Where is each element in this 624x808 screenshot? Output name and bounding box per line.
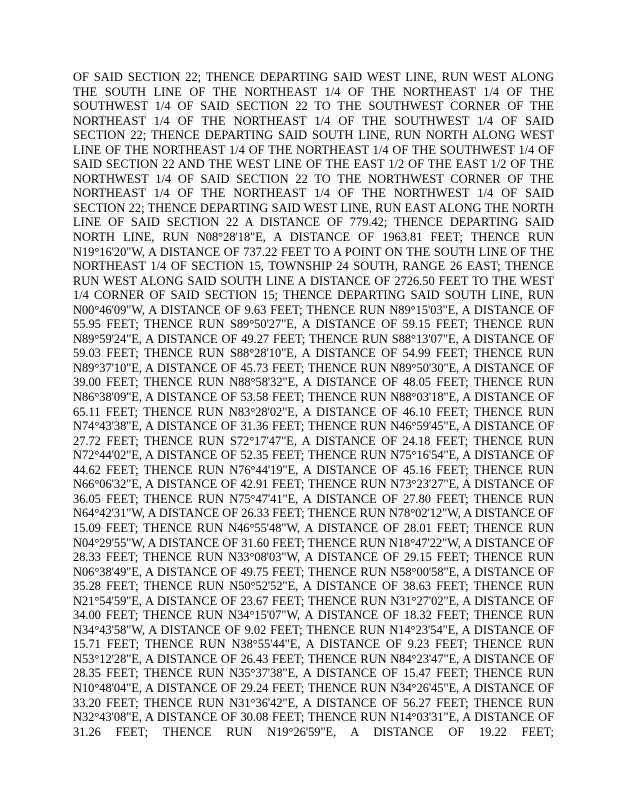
document-page (73, 70, 554, 739)
legal-description-text: OF SAID SECTION 22; THENCE DEPARTING SAID WEST LINE, RUN WEST ALONG THE SOUTH LINE OF THE NORTHEAST 1/4 OF THE NORTHEAST 1/4 OF THE SOUTHWEST 1/4 OF SAID SECTION 22 TO THE SOUTHWEST CORNER OF THE NORTHEAST 1/4 OF THE NORTHEAST 1/4 OF THE SOUTHWEST 1/4 OF SAID SECTION 22; THENCE DEPARTING SAID SOUTH LINE, RUN NORTH ALONG WEST LINE OF THE NORTHEAST 1/4 OF THE NORTHEAST 1/4 OF THE SOUTHWEST 1/4 OF SAID SECTION 22 AND THE WEST LINE OF THE EAST 1/2 OF THE EAST 1/2 OF THE NORTHWEST 1/4 OF SAID SECTION 22 TO THE NORTHWEST CORNER OF THE NORTHEAST 1/4 OF THE NORTHEAST 1/4 OF THE NORTHWEST 1/4 OF SAID SECTION 22; THENCE DEPARTING SAID WEST LINE, RUN EAST ALONG THE NORTH LINE OF SAID SECTION 22 A DISTANCE OF 779.42; THENCE DEPARTING SAID NORTH LINE, RUN N08°28'18"E, A DISTANCE OF 1963.81 FEET; THENCE RUN N19°16'20"W, A DISTANCE OF 737.22 FEET TO A POINT ON THE SOUTH LINE OF THE NORTHEAST 1/4 OF SECTION 15, TOWNSHIP 24 SOUTH, RANGE 26 EAST; THENCE RUN WEST ALONG SAID SOUTH LINE A DISTANCE OF 2726.50 FEET TO THE WEST 1/4 CORNER OF SAID SECTION 15; THENCE DEPARTING SAID SOUTH LINE, RUN N00°46'09"W, A DISTANCE OF 9.63 FEET; THENCE RUN N89°15'03"E, A DISTANCE OF 55.95 FEET; THENCE RUN S89°50'27"E, A DISTANCE OF 59.15 FEET; THENCE RUN N89°59'24"E, A DISTANCE OF 49.27 FEET; THENCE RUN S88°13'07"E, A DISTANCE OF 59.03 FEET; THENCE RUN S88°28'10"E, A DISTANCE OF 54.99 FEET; THENCE RUN N89°37'10"E, A DISTANCE OF 45.73 FEET; THENCE RUN N89°50'30"E, A DISTANCE OF 39.00 FEET; THENCE RUN N88°58'32"E, A DISTANCE OF 48.05 FEET; THENCE RUN N86°38'09"E, A DISTANCE OF 53.58 FEET; THENCE RUN N88°03'18"E, A DISTANCE OF 65.11 FEET; THENCE RUN N83°28'02"E, A DISTANCE OF 46.10 FEET; THENCE RUN N74°43'38"E, A DISTANCE OF 31.36 FEET; THENCE RUN N46°59'45"E, A DISTANCE OF 27.72 FEET; THENCE RUN S72°17'47"E, A DISTANCE OF 24.18 FEET; THENCE RUN N72°44'02"E, A DISTANCE OF 52.35 FEET; THENCE RUN N75°16'54"E, A DISTANCE OF 44.62 FEET; THENCE RUN N76°44'19"E, A DISTANCE OF 45.16 FEET; THENCE RUN N66°06'32"E, A DISTANCE OF 42.91 FEET; THENCE RUN N73°23'27"E, A DISTANCE OF 36.05 FEET; THENCE RUN N75°47'41"E, A DISTANCE OF 27.80 FEET; THENCE RUN N64°42'31"W, A DISTANCE OF 26.33 FEET; THENCE RUN N78°02'12"W, A DISTANCE OF 15.09 FEET; THENCE RUN N46°55'48"W, A DISTANCE OF 28.01 FEET; THENCE RUN N04°29'55"W, A DISTANCE OF 31.60 FEET; THENCE RUN N18°47'22"W, A DISTANCE OF 28.33 FEET; THENCE RUN N33°08'03"W, A DISTANCE OF 29.15 FEET; THENCE RUN N06°38'49"E, A DISTANCE OF 49.75 FEET; THENCE RUN N58°00'58"E, A DISTANCE OF 35.28 FEET; THENCE RUN N50°52'52"E, A DISTANCE OF 38.63 FEET; THENCE RUN N21°54'59"E, A DISTANCE OF 23.67 FEET; THENCE RUN N31°27'02"E, A DISTANCE OF 34.00 FEET; THENCE RUN N34°15'07"W, A DISTANCE OF 18.32 FEET; THENCE RUN N34°43'58"W, A DISTANCE OF 9.02 FEET; THENCE RUN N14°23'54"E, A DISTANCE OF 15.71 FEET; THENCE RUN N38°55'44"E, A DISTANCE OF 9.23 FEET; THENCE RUN N53°12'28"E, A DISTANCE OF 26.43 FEET; THENCE RUN N84°23'47"E, A DISTANCE OF 28.35 FEET; THENCE RUN N35°37'38"E, A DISTANCE OF 15.47 FEET; THENCE RUN N10°48'04"E, A DISTANCE OF 29.24 FEET; THENCE RUN N34°26'45"E, A DISTANCE OF 33.20 FEET; THENCE RUN N31°36'42"E, A DISTANCE OF 56.27 FEET; THENCE RUN N32°43'08"E, A DISTANCE OF 30.08 FEET; THENCE RUN N14°03'31"E, A DISTANCE OF 31.26 FEET; THENCE RUN N19°26'59"E, A DISTANCE OF 19.22 FEET; (73, 70, 554, 739)
